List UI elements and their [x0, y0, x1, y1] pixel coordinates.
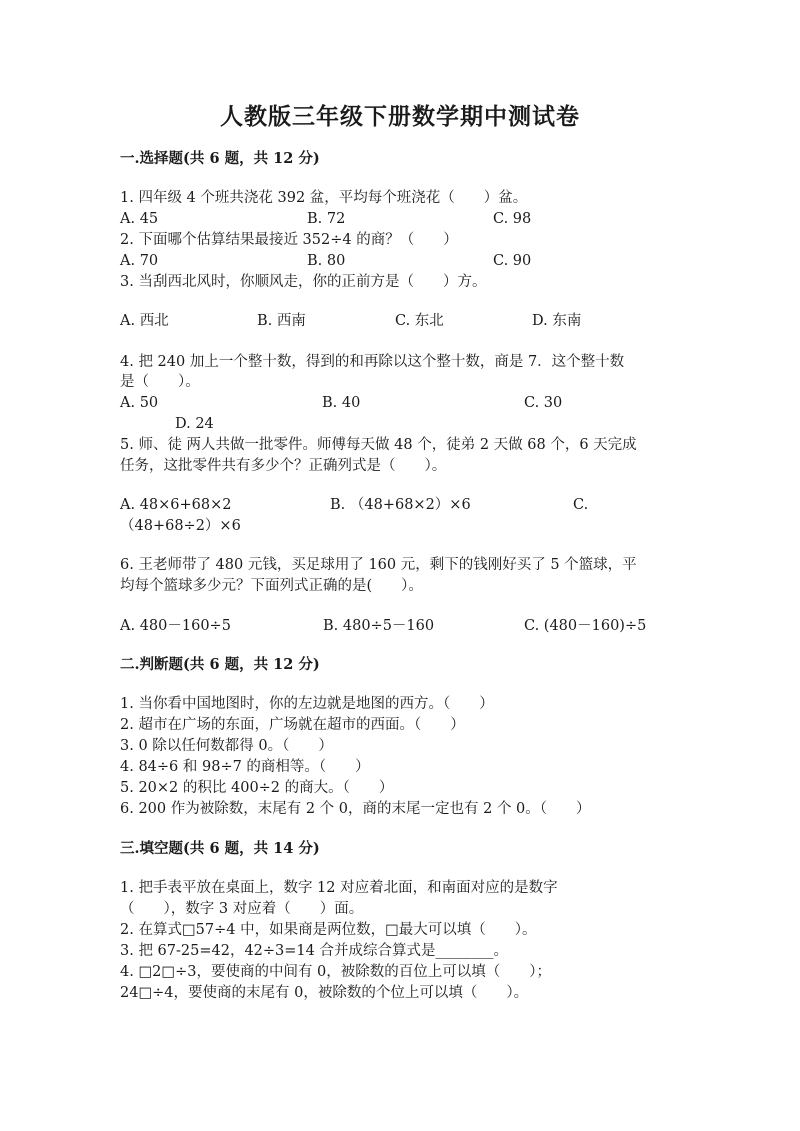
option-d: D. 东南: [532, 313, 582, 329]
judgment-item: 1. 当你看中国地图时，你的左边就是地图的西方。（ ）: [120, 696, 494, 712]
option-b: B. 40: [322, 395, 361, 411]
option-b: B. 西南: [257, 313, 306, 329]
question-text: 5. 师、徒 两人共做一批零件。师傅每天做 48 个，徒弟 2 天做 68 个，6 天完成: [120, 437, 637, 453]
judgment-item: 4. 84÷6 和 98÷7 的商相等。（ ）: [120, 759, 370, 775]
fill-item: （ ），数字 3 对应着（ ）面。: [120, 901, 364, 917]
question-text: 均每个篮球多少元？下面列式正确的是( ）。: [120, 578, 423, 594]
option-c-label: C.: [573, 497, 589, 513]
question-text: 3. 当刮西北风时，你顺风走，你的正前方是（ ）方。: [120, 274, 487, 290]
judgment-item: 6. 200 作为被除数，末尾有 2 个 0，商的末尾一定也有 2 个 0。（ ）: [120, 801, 591, 817]
question-text: 是（ ）。: [120, 374, 200, 390]
fill-item: 2. 在算式□57÷4 中，如果商是两位数，□最大可以填（ ）。: [120, 922, 537, 938]
section-heading-judgment: 二.判断题(共 6 题，共 12 分): [120, 656, 320, 673]
option-b: B. 72: [307, 211, 346, 227]
fill-item: 4. □2□÷3，要使商的中间有 0，被除数的百位上可以填（ ）；: [120, 964, 552, 980]
option-d: D. 24: [175, 416, 214, 432]
option-c: C. (480－160)÷5: [524, 618, 647, 634]
judgment-item: 3. 0 除以任何数都得 0。（ ）: [120, 738, 333, 754]
section-heading-fill: 三.填空题(共 6 题，共 14 分): [120, 840, 320, 857]
option-a: A. 50: [120, 395, 159, 411]
question-text: 6. 王老师带了 480 元钱，买足球用了 160 元，剩下的钱刚好买了 5 个篮球，平: [120, 557, 637, 573]
option-a: A. 70: [120, 253, 159, 269]
judgment-item: 2. 超市在广场的东面，广场就在超市的西面。（ ）: [120, 717, 465, 733]
section-heading-choice: 一.选择题(共 6 题，共 12 分): [120, 150, 320, 167]
option-b: B. 480÷5－160: [323, 618, 435, 634]
page-title: 人教版三年级下册数学期中测试卷: [220, 103, 580, 130]
option-b: B. 80: [307, 253, 346, 269]
option-a: A. 45: [120, 211, 159, 227]
option-c: （48+68÷2）×6: [120, 518, 241, 534]
option-a: A. 480－160÷5: [120, 618, 231, 634]
option-c: C. 30: [524, 395, 563, 411]
option-a: A. 西北: [120, 313, 169, 329]
judgment-item: 5. 20×2 的积比 400÷2 的商大。（ ）: [120, 780, 394, 796]
fill-item: 3. 把 67-25=42，42÷3=14 合并成综合算式是________。: [120, 943, 508, 959]
option-c: C. 98: [493, 211, 532, 227]
option-c: C. 90: [493, 253, 532, 269]
option-c: C. 东北: [395, 313, 444, 329]
question-text: 任务，这批零件共有多少个？正确列式是（ ）。: [120, 458, 447, 474]
question-text: 4. 把 240 加上一个整十数，得到的和再除以这个整十数，商是 7．这个整十数: [120, 354, 625, 370]
question-text: 1. 四年级 4 个班共浇花 392 盆，平均每个班浇花（ ）盆。: [120, 190, 528, 206]
fill-item: 1. 把手表平放在桌面上，数字 12 对应着北面，和南面对应的是数字: [120, 880, 558, 896]
option-b: B. （48+68×2）×6: [330, 497, 471, 513]
fill-item: 24□÷4，要使商的末尾有 0，被除数的个位上可以填（ ）。: [120, 985, 529, 1001]
option-a: A. 48×6+68×2: [120, 497, 232, 513]
question-text: 2. 下面哪个估算结果最接近 352÷4 的商？（ ）: [120, 232, 458, 248]
